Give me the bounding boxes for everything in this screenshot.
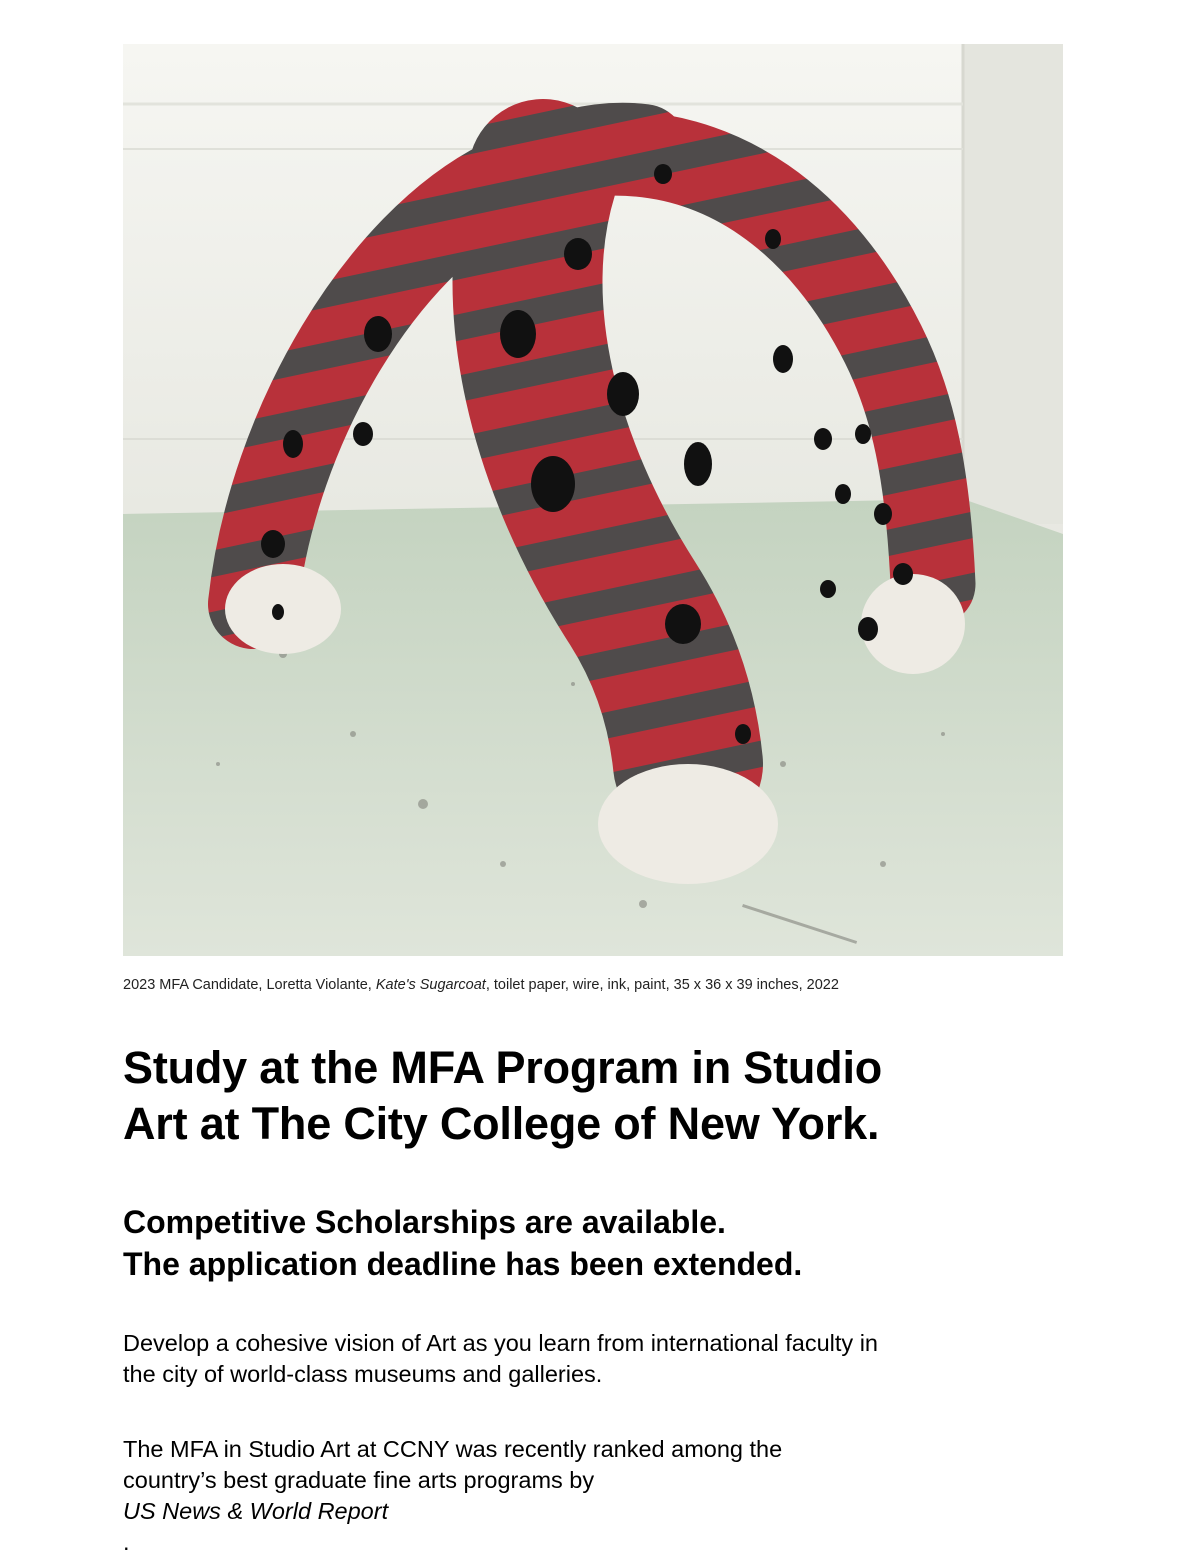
subheadline xyxy=(123,1201,1083,1285)
headline-line-2: Art at The City College of New York. xyxy=(123,1098,880,1149)
ranking-line-1: The MFA in Studio Art at CCNY was recently ranked among the xyxy=(123,1436,783,1462)
artwork-title: Kate's Sugarcoat xyxy=(375,977,486,993)
description-paragraph xyxy=(123,1328,1083,1390)
sculpture-illustration xyxy=(123,44,1063,956)
sculpture-foot-front xyxy=(598,764,778,884)
caption-prefix: 2023 MFA Candidate, Loretta Violante, xyxy=(123,977,376,993)
headline-line-1: Study at the MFA Program in Studio xyxy=(123,1042,883,1093)
photo-caption xyxy=(123,975,1083,995)
headline xyxy=(123,1040,1083,1152)
description-line-2: the city of world-class museums and galleries. xyxy=(123,1361,603,1387)
description-line-1: Develop a cohesive vision of Art as you learn from international faculty in xyxy=(123,1330,879,1356)
caption-suffix: , toilet paper, wire, ink, paint, 35 x 36 x 39 inches, 2022 xyxy=(485,977,839,993)
ranking-source: US News & World Report xyxy=(123,1498,389,1524)
sculpture-photo xyxy=(123,44,1063,956)
subheadline-line-1: Competitive Scholarships are available. xyxy=(123,1204,726,1240)
ranking-line-2 xyxy=(123,1465,1083,1558)
side-wall xyxy=(963,44,1063,524)
ranking-line-2-suffix: . xyxy=(123,1529,130,1555)
subheadline-line-2: The application deadline has been extended. xyxy=(123,1246,803,1282)
ranking-paragraph xyxy=(123,1434,1083,1558)
ranking-line-2-prefix: country’s best graduate fine arts programs by xyxy=(123,1467,595,1493)
